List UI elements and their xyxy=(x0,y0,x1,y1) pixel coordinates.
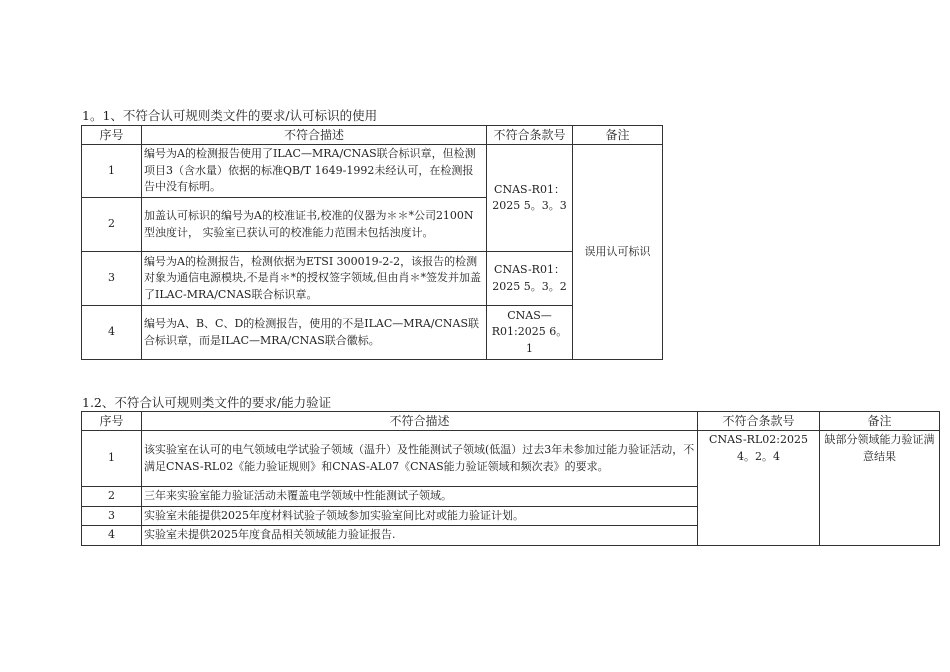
section2-table xyxy=(81,411,940,546)
row-no: 3 xyxy=(82,252,142,306)
row-note: 缺部分领域能力验证满意结果 xyxy=(820,431,940,546)
table-row xyxy=(82,431,940,487)
section1-table xyxy=(81,125,663,360)
row-note: 误用认可标识 xyxy=(573,145,663,360)
row-desc: 编号为A的检测报告使用了ILAC—MRA/CNAS联合标识章，但检测项目3（含水量）依据的标准QB/T 1649-1992未经认可，在检测报告中没有标明。 xyxy=(142,145,487,198)
section2-heading: 1.2、不符合认可规则类文件的要求/能力验证 xyxy=(82,395,332,410)
row-no: 1 xyxy=(82,145,142,198)
section1-heading: 1。1、不符合认可规则类文件的要求/认可标识的使用 xyxy=(82,108,378,123)
row-clause: CNAS—R01:2025 6。1 xyxy=(487,306,573,360)
header-note: 备注 xyxy=(573,126,663,145)
row-no: 2 xyxy=(82,487,142,507)
header-clause: 不符合条款号 xyxy=(487,126,573,145)
row-no: 3 xyxy=(82,506,142,526)
row-desc: 三年来实验室能力验证活动未覆盖电学领域中性能测试子领域。 xyxy=(142,487,698,507)
row-no: 4 xyxy=(82,306,142,360)
row-no: 4 xyxy=(82,526,142,546)
row-no: 1 xyxy=(82,431,142,487)
table-row xyxy=(82,145,663,198)
row-desc: 实验室未提供2025年度食品相关领域能力验证报告. xyxy=(142,526,698,546)
row-clause: CNAS-RL02:2025 4。2。4 xyxy=(698,431,820,546)
table-header-row xyxy=(82,412,940,431)
row-desc: 实验室未能提供2025年度材料试验子领域参加实验室间比对或能力验证计划。 xyxy=(142,506,698,526)
header-no: 序号 xyxy=(82,412,142,431)
header-desc: 不符合描述 xyxy=(142,412,698,431)
row-desc: 编号为A的检测报告，检测依据为ETSI 300019-2-2，该报告的检测对象为通信电源模块,不是肖＊*的授权签字领域,但由肖＊*签发并加盖了ILAC-MRA/CNAS联合标识章。 xyxy=(142,252,487,306)
row-desc: 该实验室在认可的电气领域电学试验子领域（温升）及性能测试子领域(低温）过去3年未参加过能力验证活动，不满足CNAS-RL02《能力验证规则》和CNAS-AL07《CNAS能力验证领域和频次表》的要求。 xyxy=(142,431,698,487)
header-no: 序号 xyxy=(82,126,142,145)
row-no: 2 xyxy=(82,198,142,252)
header-note: 备注 xyxy=(820,412,940,431)
row-desc: 编号为A、B、C、D的检测报告，使用的不是ILAC—MRA/CNAS联合标识章，而是ILAC—MRA/CNAS联合徽标。 xyxy=(142,306,487,360)
table-header-row xyxy=(82,126,663,145)
row-clause: CNAS-R01：2025 5。3。2 xyxy=(487,252,573,306)
header-clause: 不符合条款号 xyxy=(698,412,820,431)
row-clause: CNAS-R01：2025 5。3。3 xyxy=(487,145,573,252)
row-desc: 加盖认可标识的编号为A的校准证书,校准的仪器为＊＊*公司2100N型浊度计， 实验室已获认可的校准能力范围未包括浊度计。 xyxy=(142,198,487,252)
header-desc: 不符合描述 xyxy=(142,126,487,145)
